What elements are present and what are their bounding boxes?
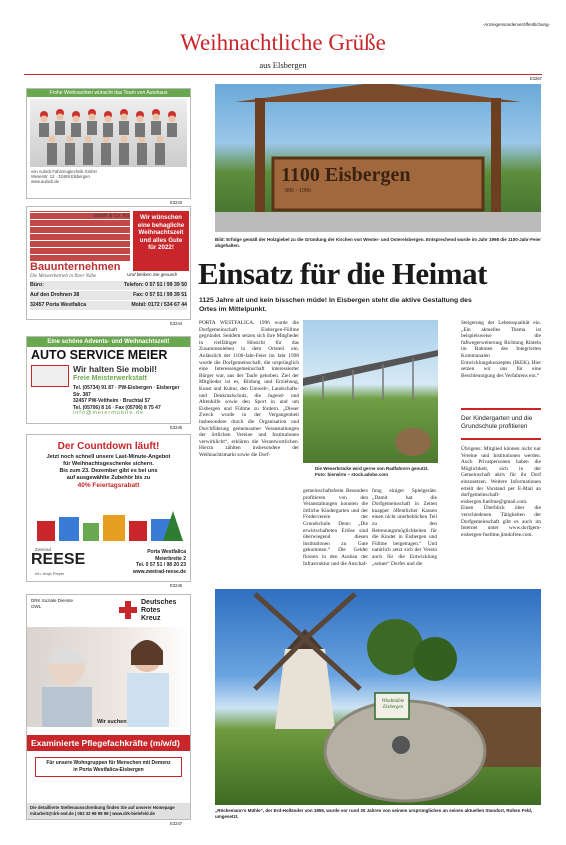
photo-wooden-sign [215,84,541,232]
ad-line: Für unsere Wohngruppen für Menschen mit Demenz [46,760,171,766]
ad-line: Jetzt noch schnell unsere Last-Minute-Angebot [46,454,171,460]
ad-wish-box: Wir wünschen eine behagliche Weihnachtszeit und alles Gute für 2022! [133,211,189,271]
article-lead: 1125 Jahre alt und kein bisschen müde! In Eisbergen steht die aktive Gestaltung des Ortes im Mittelpunkt. [199,297,472,313]
ad-extra: Und bleiben Sie gesund! [127,272,178,277]
sidebox-rule [461,438,541,440]
ref-code: E3267 [529,76,542,81]
ref-code: E3245 [170,425,183,430]
ad-headline: Eine schöne Advents- und Weihnachtszeit! [27,337,190,347]
ad-mobile: Mobil: 0172 / 534 67 44 [131,302,187,308]
caption-text: Die Weserbrücke wird gerne von Radfahrern genutzt. [315,466,429,471]
ad-sub: Freie Meisterwerkstatt [73,375,147,382]
photo-windmill [215,589,541,805]
caregiver-illustration [27,627,190,727]
ad-line: in Porta Westfalica-Eisbergen [73,767,144,773]
ad-address: Auf den Drohnen 38 [30,292,80,298]
photo-credit: Foto: bierwirm – stock.adobe.com [315,471,389,477]
ad-footer: Die detaillierte Stellenausschreibung finden Sie auf unserer Homepage [30,805,175,810]
ad-phone: Tel. 0 57 51 / 98 20 23 [136,562,186,568]
article-col-1: PORTA WESTFALICA. 1996 wurde die Dorfgemeinschaft Eisbergen-Füllme gegründet. Seitdem setzen sich ihre Mitglieder in vielfältiger Hinsicht für das Zusammenleben in dem Ortsteil ein. Anlässlich der 1100-Jahr-Feier im Jahr 1998 wurde die Dorfgemeinschaft, die ursprünglich eine Interessengemeinschaft interessierter Bürger war, aus der Taufe gehoben. Ziel der Mitglieder ist es, Bildung und Erziehung, Kunst und Kultur, den Umwelt-, Landschafts- und Denkmalschutz, die Jugend- und Altenhilfe sowie den Sport in und um Eisbergen und Füllme zu fördern. „Dieser Zweck wurde in der Vergangenheit insbesondere durch die Organisation und Durchführung gemeinsamer Veranstaltungen der örtlichen Vereine und Institutionen verwirklicht“, erklären die Verantwortlichen. Hierzu zählten insbesondere der Weihnachtsmarkt sowie die Dorf- [199,320,299,458]
ad-title: Der Countdown läuft! [57,441,160,452]
ad-discount: 40% Feiertagsrabatt [77,482,140,489]
ad-city: Porta Westfalica [147,549,186,555]
article-col-2: gemeinschaftsfeste. Besonders profitieren von den Veranstaltungen konnten die örtliche Kindergarten und der Förderverein der Grundschule. Denn: „Die erwirtschafteten Erlöse sind überwiegend diesen Institutionen zu Gute gekommen.“ Die Gelder flossen in den Ausbau der Infrastruktur und die Anschaf- [303,488,369,567]
ad-line: www.aulock.de [31,179,59,184]
bridge-illustration [303,320,438,463]
ad-phone: Telefon: 0 57 51 / 99 39 50 [123,282,187,288]
article-headline: Einsatz für die Heimat [198,256,487,291]
windmill-illustration [215,589,541,805]
ad-org: DRK Soziale Dienste OWL [31,598,74,609]
sidebox-text: Der Kindergarten und die Grundschule profitieren [461,415,533,430]
photo-caption: „Röckemann's Mühle“, der Erd-Holländer von 1855, wurde vor rund 30 Jahren von seinem ursprünglichen an seinen aktuellen Standort, Rohen Feld, umgesetzt. [215,808,533,819]
sign-text: 1100 Eisbergen [281,164,411,186]
team-photo [30,99,187,167]
ad-line: auf ausgewählte Zubehör bis zu [66,475,151,481]
ad-search: Wir suchen [97,719,127,725]
car-logo-icon [31,365,69,387]
ad-bauunternehmen [26,206,191,320]
ad-name: AUTO SERVICE MEIER [31,348,168,362]
ref-code: E3246 [170,583,183,588]
page-subtitle: aus Elsbergen [259,60,307,70]
ad-web: info@meiermobile.de [73,410,145,416]
drk-line: Rotes [141,607,161,614]
ad-owner: Inh. Antje Pieper [35,571,65,576]
ad-team-photo [26,88,191,199]
ref-code: E3244 [170,321,183,326]
drk-line: Kreuz [141,615,161,622]
gifts-illustration [33,509,186,543]
ad-line: für Weihnachtsgeschenke sichern. [63,461,154,467]
page-title: Weihnachtliche Grüße [180,30,386,55]
photo-bridge [303,320,438,463]
ad-gmbh: GmbH & Co. KG [93,213,130,219]
sidebox-rule [461,408,541,410]
ad-auto-service [26,336,191,424]
ad-drk [26,594,191,820]
ad-line: Tel. (05734) 91 87 · PW-Eisbergen · Eisberger Str. 387 [73,385,180,398]
ad-zweirad-reese [26,434,191,582]
ad-row-label: Büro: [30,282,44,288]
ad-brand: REESE [31,551,86,568]
mill-sign-text: Windmühle Eisbergen [381,699,405,710]
article-col-4b: Übrigens: Mitglied können nicht nur Vereine und Institutionen werden. Auch Privatpersonen haben die Möglichkeit, sich in der Gemeinschaft aktiv für ihr Dorf einzusetzen. Weitere Informationen erteilt der Vorstand per E-Mail an dorfgemeinschaft-eisbergen.fuellme@gmail.com. Einen Überblick über die verschiedenen Tätigkeiten der Dorfgemeinschaft gibt es auch im Internet unter www.dorfgem-eisbergen-fuellme.jimdofree.com. [461,446,541,538]
ad-tagline: Die Meisterbetrieb in Ihrer Nähe [30,274,97,279]
ad-fax: Fax: 0 57 51 / 99 39 51 [133,292,187,298]
ad-line: Bis zum 23. Dezember gibt es bei uns [59,468,158,474]
ad-line: Tel. (05706) 8 16 · Fax (05706) 8 75 47 [73,404,161,411]
ad-footer: mitarbeit@drk-owl.de | 052 32 98 98 98 | www.drk-bielefeld.de [30,811,155,816]
ad-street: Meierbreite 2 [155,555,186,562]
ad-line: Weserstr. 12 · 32469 Elsbergen [31,174,90,179]
care-photo [27,627,190,727]
photo-caption [315,466,440,477]
ad-line: 32457 PW-Veltheim · Bruchtal 57 [73,398,151,404]
team-people-illustration [30,99,189,167]
ad-line: von Aulock Fahrzeugtechnik GmbH [31,169,97,174]
header-rule [24,74,542,75]
ad-city: 32457 Porta Westfalica [30,302,87,308]
ref-code: E3243 [170,200,183,205]
ad-brand-prefix: Zweirad [35,547,52,552]
photo-caption: Bild: Erfolge gemäß der Holzgiebel zu die Gründung der Kirchen von Wester- und Osterelsbergen. Entsprechend wurde im Jahr 1998 die 1100-Jahr-Feier abgehalten. [215,237,541,248]
article-col-4a: Steigerung der Lebensqualität ein. „Ein aktuelles Thema ist beispielsweise die fußwegerweiterung Richtung Rinteln im Rahmen des Integrierten Kommunalen Entwicklungskonzeptes (IKEK). Hier setzen wir uns für eine Beschleunigung des Verfahrens ein.“ [461,320,541,379]
ref-code: E3247 [170,821,183,826]
section-tag: -Anzeigensonderveröffentlichung- [482,22,550,27]
sign-illustration [215,84,541,232]
article-col-3: fung einiger Spielgeräte. „Damit hat die Dorfgemeinschaft in Zeiten knapper öffentlicher Kassen einen nicht unerheblichen Teil zu den Betreuungsmöglichkeiten für die Kinder in Eisbergen und Füllme beigetragen.“ Und natürlich setzt sich der Verein auch für die Entwicklung „seines“ Dorfes und die [372,488,437,567]
ad-banner: Frohe Weihnachten wünscht das Team von Autohaus [27,89,190,97]
ad-brand: Bauunternehmen [30,261,121,273]
red-cross-icon [119,601,137,619]
ad-claim: Wir halten Sie mobil! [73,364,157,374]
ad-web: www.zweirad-reese.de [132,568,186,575]
sign-years: 896 · 1996 [285,188,311,194]
ad-job-title: Examinierte Pflegefachkräfte (m/w/d) [27,735,190,751]
drk-line: Deutsches [141,599,177,606]
